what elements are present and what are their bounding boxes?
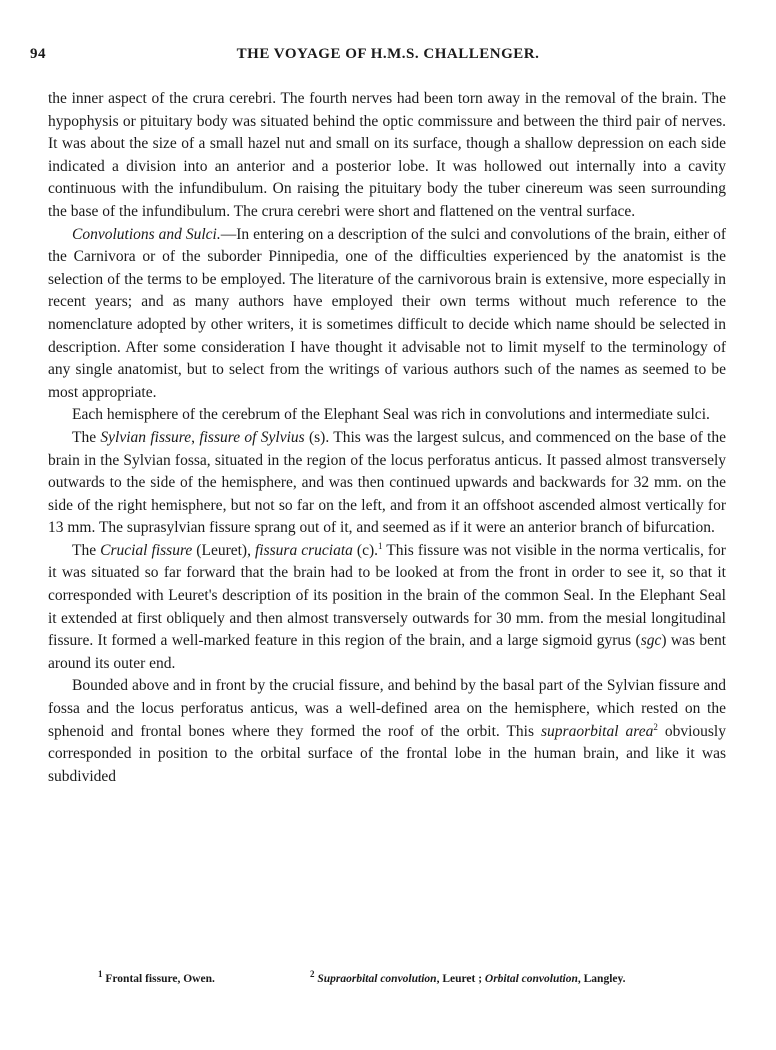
body-text <box>48 88 726 788</box>
footnote-term: Supraorbital convolution <box>317 973 437 985</box>
paragraph-text: obviously corresponded in position to the orbital surface of the frontal lobe in the human brain, and like it was subdivided <box>48 722 726 785</box>
footnote-text: , Leuret ; <box>436 973 485 985</box>
footnote-2 <box>310 969 626 985</box>
text-run: (c). <box>352 541 378 559</box>
footnote-ref-1: 1 <box>377 540 383 551</box>
text-run: The <box>72 541 101 559</box>
paragraph-crucial-fissure <box>48 540 726 676</box>
text-run: The <box>72 428 101 446</box>
text-run: (Leuret), <box>192 541 255 559</box>
running-title: THE VOYAGE OF H.M.S. CHALLENGER. <box>236 46 540 62</box>
paragraph-text: ) was bent around its outer end. <box>48 632 727 672</box>
paragraph-sylvian-fissure <box>48 427 726 540</box>
paragraph-convolutions-and-sulci <box>48 224 726 405</box>
footnote-1 <box>98 969 215 985</box>
footnote-text: Frontal fissure, Owen. <box>105 973 215 985</box>
paragraph-hemisphere: Each hemisphere of the cerebrum of the Elephant Seal was rich in convolutions and intermediate sulci. <box>72 406 710 424</box>
term-crucial-fissure: Crucial fissure <box>100 541 193 559</box>
section-heading: Convolutions and Sulci. <box>72 225 221 243</box>
term-sylvian-fissure: Sylvian fissure <box>100 428 192 446</box>
paragraph-supraorbital-area <box>48 675 726 788</box>
footnote-term: Orbital convolution <box>484 973 578 985</box>
term-sgc: sgc <box>640 632 662 650</box>
paragraph-1: the inner aspect of the crura cerebri. The fourth nerves had been torn away in the removal of the brain. The hypophysis or pituitary body was situated behind the optic commissure and between the third pair of nerves. It was about the size of a small hazel nut and small on its surface, though a shallow depression on each side indicated a division into an anterior and a posterior lobe. It was hollowed out internally into a cavity continuous with the infundibulum. On raising the pituitary body the tuber cinereum was seen surrounding the base of the infundibulum. The crura cerebri were short and flattened on the ventral surface. <box>48 90 726 220</box>
footnote-mark: 2 <box>310 969 315 980</box>
text-run: , <box>191 428 200 446</box>
paragraph-text: Bounded above and in front by the crucial fissure, and behind by the basal part of the Sylvian fissure and fossa and the locus perforatus anticus, was a well-defined area on the hemisphere, which rested on the sphenoid and frontal bones where they formed the roof of the orbit. This <box>48 677 726 740</box>
footnote-mark: 1 <box>98 969 103 980</box>
paragraph-text: This fissure was not visible in the norma verticalis, for it was situated so far forward that the brain had to be looked at from the front in order to see it, so that it corresponded with Leuret's description of its position in the brain of the common Seal. In the Elephant Seal it extended at first obliquely and then almost transversely outwards for 30 mm. from the mesial longitudinal fissure. It formed a well-marked feature in this region of the brain, and a large sigmoid gyrus ( <box>48 541 726 650</box>
footnote-text: , Langley. <box>577 973 626 985</box>
term-supraorbital-area: supraorbital area <box>541 722 654 740</box>
page-number: 94 <box>30 46 46 62</box>
term-fissure-of-sylvius: fissure of Sylvius <box>199 428 305 446</box>
footnote-ref-2: 2 <box>653 721 658 732</box>
paragraph-text: This was the largest sulcus, and commenced on the base of the brain in the Sylvian fossa, situated in the region of the locus perforatus anticus. It passed almost transversely outwards to the side of the hemisphere, and was then continued upwards and backwards for 32 mm. on the side of the right hemisphere, but not so far on the left, and from it an offshoot ascended almost vertically for 13 mm. The suprasylvian fissure sprang out of it, and seemed as if it were an anterior branch of bifurcation. <box>48 428 726 537</box>
term-fissura-cruciata: fissura cruciata <box>254 541 353 559</box>
text-run: (s). <box>304 428 330 446</box>
paragraph-text: —In entering on a description of the sulci and convolutions of the brain, either of the Carnivora or of the suborder Pinnipedia, one of the difficulties experienced by the anatomist is the selection of the terms to be employed. The literature of the carnivorous brain is extensive, more especially in recent years; and as many authors have employed their own terms without much reference to the nomenclature adopted by other writers, it is sometimes difficult to decide which name should be selected in description. After some consideration I have thought it advisable not to limit myself to the terminology of any single anatomist, but to select from the writings of various authors such of the names as seemed to be most appropriate. <box>48 225 726 401</box>
running-header <box>30 46 746 68</box>
footnotes <box>48 969 726 991</box>
